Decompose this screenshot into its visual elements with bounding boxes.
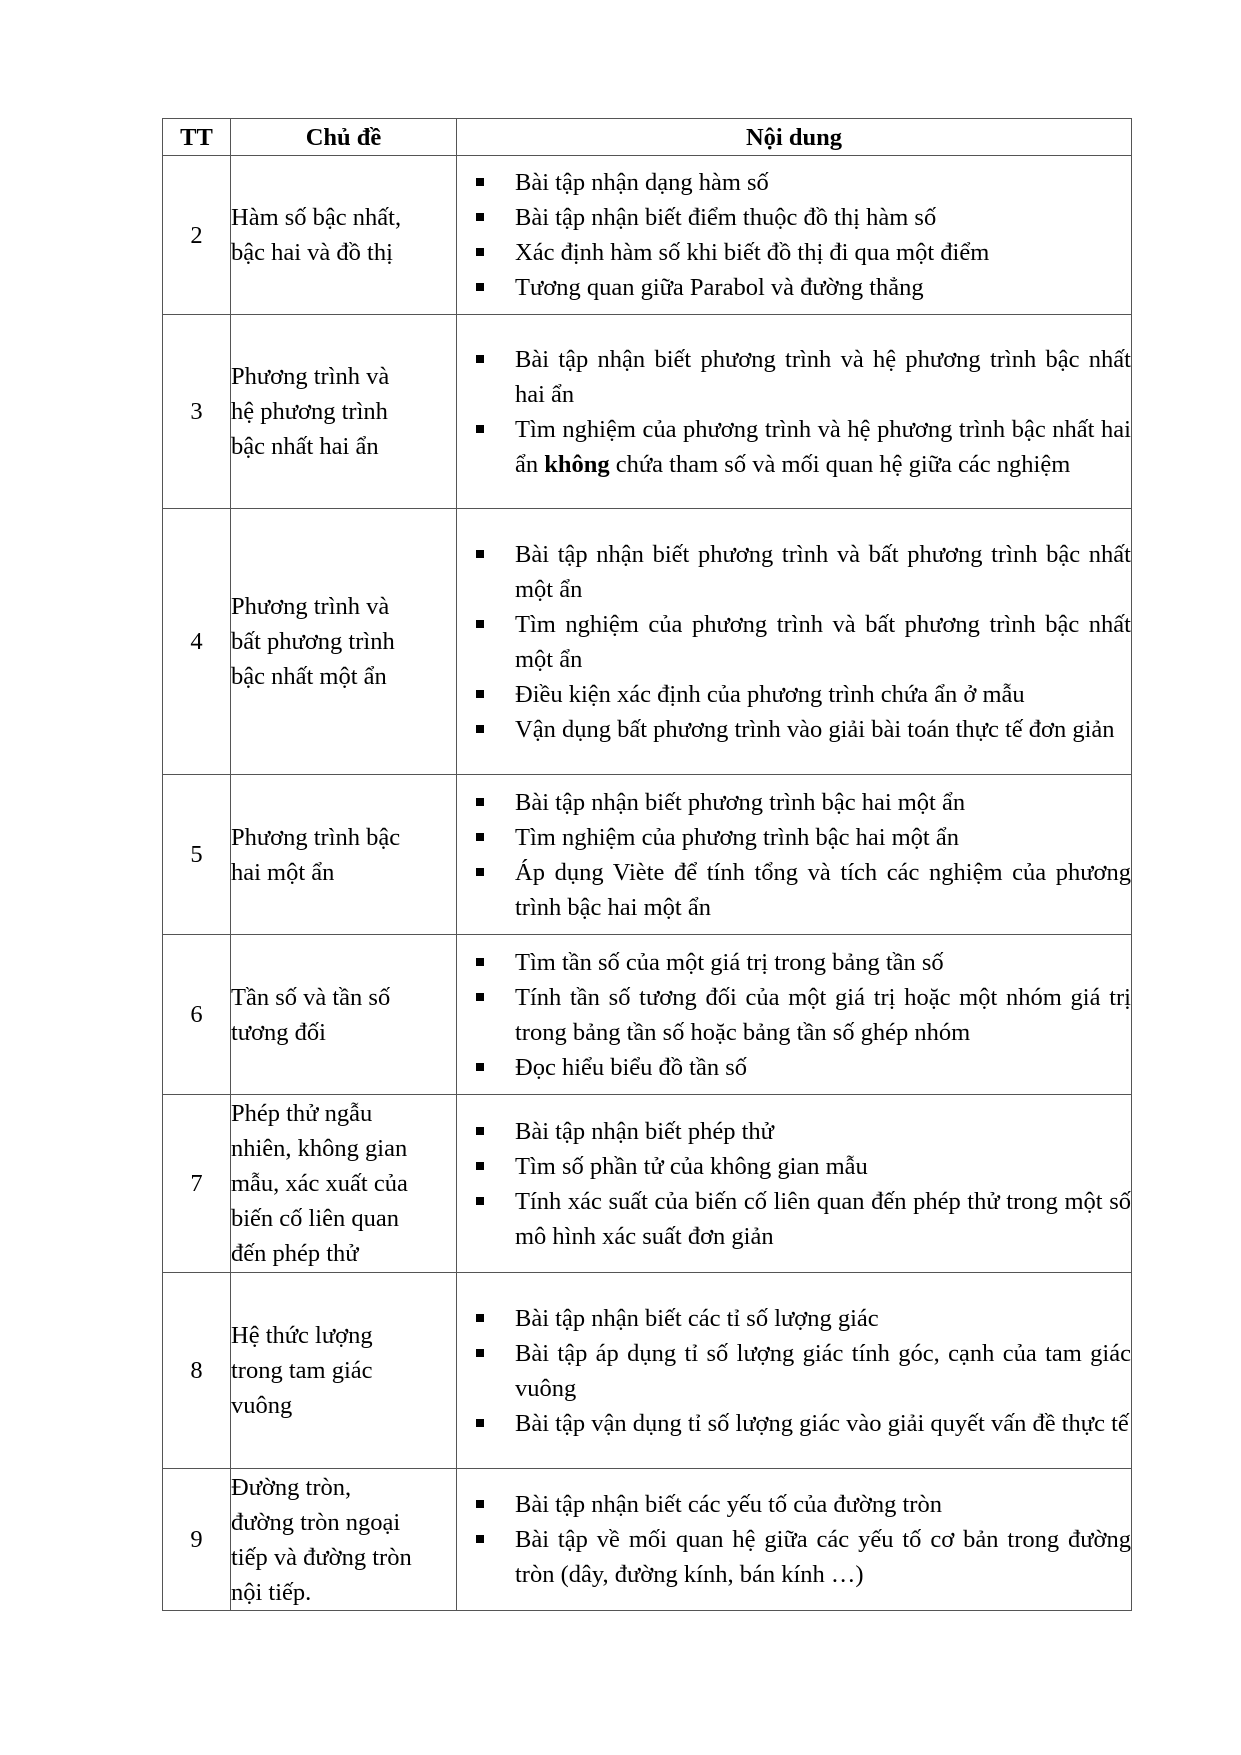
content-item: Tìm nghiệm của phương trình và bất phương trình bậc nhất một ẩn xyxy=(457,607,1131,677)
topic-line: đường tròn ngoại xyxy=(231,1508,401,1536)
row-number: 6 xyxy=(163,935,231,1095)
row-number: 2 xyxy=(163,156,231,315)
row-number: 5 xyxy=(163,775,231,935)
item-bold-text: không xyxy=(544,450,610,478)
content-item: Bài tập nhận dạng hàm số xyxy=(457,165,1131,200)
table-header xyxy=(163,119,1132,156)
row-topic xyxy=(231,1095,457,1273)
header-tt: TT xyxy=(163,119,231,156)
table-row xyxy=(163,775,1132,935)
topic-line: bậc hai và đồ thị xyxy=(231,239,393,266)
content-item: Đọc hiểu biểu đồ tần số xyxy=(457,1050,1131,1085)
topic-line: bậc nhất hai ẩn xyxy=(231,433,379,460)
content-item: Vận dụng bất phương trình vào giải bài toán thực tế đơn giản xyxy=(457,712,1131,747)
table-row xyxy=(163,156,1132,315)
row-topic xyxy=(231,775,457,935)
topic-line: Đường tròn, xyxy=(231,1473,352,1501)
content-list xyxy=(457,342,1131,482)
content-item: Tính xác suất của biến cố liên quan đến phép thử trong một số mô hình xác suất đơn giản xyxy=(457,1184,1131,1254)
topic-line: hệ phương trình xyxy=(231,398,388,425)
content-item: Tìm nghiệm của phương trình bậc hai một ẩn xyxy=(457,820,1131,855)
topic-line: hai một ẩn xyxy=(231,858,335,886)
item-text: Tìm nghiệm của phương trình và hệ phương trình bậc nhất hai ẩn xyxy=(515,415,1131,478)
content-item: Tìm số phần tử của không gian mẫu xyxy=(457,1149,1131,1184)
topic-line: nhiên, không gian xyxy=(231,1135,408,1162)
topic-line: bất phương trình xyxy=(231,628,395,655)
topic-line: mẫu, xác xuất của xyxy=(231,1170,408,1197)
row-content xyxy=(457,509,1132,775)
topic-line: Phương trình và xyxy=(231,363,390,390)
row-number: 9 xyxy=(163,1469,231,1611)
topic-line: Phép thử ngẫu xyxy=(231,1100,373,1127)
row-content xyxy=(457,1095,1132,1273)
table-row xyxy=(163,1273,1132,1469)
content-item: Tìm tần số của một giá trị trong bảng tần số xyxy=(457,945,1131,980)
row-content xyxy=(457,315,1132,509)
row-topic xyxy=(231,935,457,1095)
row-number: 4 xyxy=(163,509,231,775)
content-item: Tương quan giữa Parabol và đường thẳng xyxy=(457,270,1131,305)
row-content xyxy=(457,935,1132,1095)
content-list xyxy=(457,537,1131,747)
content-item: Bài tập về mối quan hệ giữa các yếu tố cơ bản trong đường tròn (dây, đường kính, bán kính …) xyxy=(457,1522,1131,1592)
row-topic xyxy=(231,1469,457,1611)
content-item: Bài tập nhận biết các yếu tố của đường tròn xyxy=(457,1487,1131,1522)
table-row xyxy=(163,1095,1132,1273)
topic-line: biến cố liên quan xyxy=(231,1205,400,1232)
topic-line: tiếp và đường tròn xyxy=(231,1543,412,1571)
content-list xyxy=(457,1114,1131,1254)
topic-line: vuông xyxy=(231,1392,293,1419)
table-row xyxy=(163,315,1132,509)
topic-line: Hệ thức lượng xyxy=(231,1322,373,1349)
content-list xyxy=(457,1487,1131,1592)
table-row xyxy=(163,935,1132,1095)
content-item: Điều kiện xác định của phương trình chứa ẩn ở mẫu xyxy=(457,677,1131,712)
topic-line: Tần số và tần số xyxy=(231,983,391,1011)
content-item xyxy=(457,412,1131,482)
content-item: Bài tập nhận biết phương trình và bất phương trình bậc nhất một ẩn xyxy=(457,537,1131,607)
content-item: Xác định hàm số khi biết đồ thị đi qua một điểm xyxy=(457,235,1131,270)
topics-table xyxy=(162,118,1132,1611)
content-item: Bài tập nhận biết điểm thuộc đồ thị hàm số xyxy=(457,200,1131,235)
topic-line: Phương trình và xyxy=(231,593,390,620)
row-content xyxy=(457,156,1132,315)
topic-line: trong tam giác xyxy=(231,1357,373,1384)
table-body xyxy=(163,156,1132,1611)
row-topic xyxy=(231,1273,457,1469)
row-content xyxy=(457,1273,1132,1469)
row-number: 7 xyxy=(163,1095,231,1273)
content-list xyxy=(457,165,1131,305)
content-item: Bài tập nhận biết các tỉ số lượng giác xyxy=(457,1301,1131,1336)
topic-line: đến phép thử xyxy=(231,1240,359,1267)
header-topic: Chủ đề xyxy=(231,119,457,156)
header-row xyxy=(163,119,1132,156)
row-number: 8 xyxy=(163,1273,231,1469)
content-list xyxy=(457,785,1131,925)
table-row xyxy=(163,1469,1132,1611)
content-item: Bài tập nhận biết phương trình bậc hai một ẩn xyxy=(457,785,1131,820)
row-content xyxy=(457,775,1132,935)
table-row xyxy=(163,509,1132,775)
row-content xyxy=(457,1469,1132,1611)
header-content: Nội dung xyxy=(457,119,1132,156)
row-topic xyxy=(231,509,457,775)
row-number: 3 xyxy=(163,315,231,509)
content-item: Áp dụng Viète để tính tổng và tích các nghiệm của phương trình bậc hai một ẩn xyxy=(457,855,1131,925)
content-item: Bài tập nhận biết phương trình và hệ phương trình bậc nhất hai ẩn xyxy=(457,342,1131,412)
topic-line: tương đối xyxy=(231,1018,326,1046)
row-topic xyxy=(231,156,457,315)
topic-line: bậc nhất một ẩn xyxy=(231,663,387,690)
item-text: chứa tham số và mối quan hệ giữa các nghiệm xyxy=(609,450,1071,478)
topic-line: Hàm số bậc nhất, xyxy=(231,204,402,231)
row-topic xyxy=(231,315,457,509)
topic-line: Phương trình bậc xyxy=(231,823,401,851)
content-item: Bài tập áp dụng tỉ số lượng giác tính góc, cạnh của tam giác vuông xyxy=(457,1336,1131,1406)
content-list xyxy=(457,1301,1131,1441)
content-list xyxy=(457,945,1131,1085)
content-item: Bài tập nhận biết phép thử xyxy=(457,1114,1131,1149)
content-item: Bài tập vận dụng tỉ số lượng giác vào giải quyết vấn đề thực tế xyxy=(457,1406,1131,1441)
content-item: Tính tần số tương đối của một giá trị hoặc một nhóm giá trị trong bảng tần số hoặc bảng tần số ghép nhóm xyxy=(457,980,1131,1050)
topic-line: nội tiếp. xyxy=(231,1578,312,1606)
